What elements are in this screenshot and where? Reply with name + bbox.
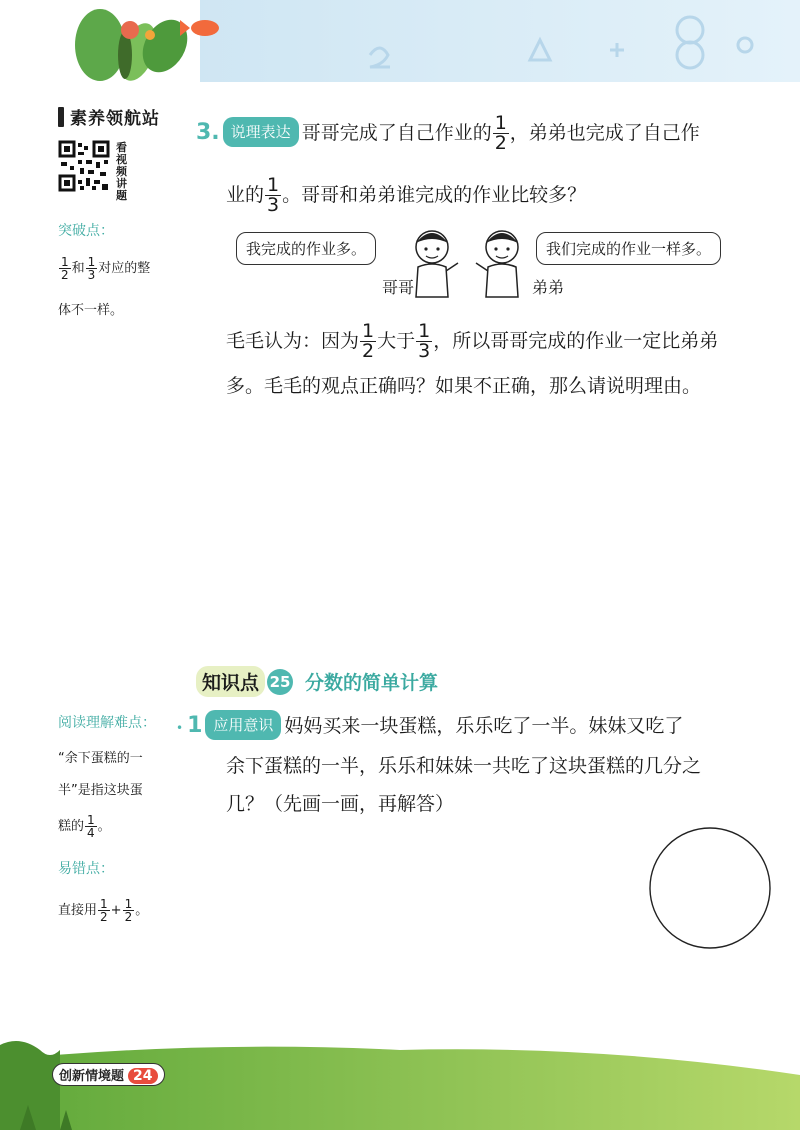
fraction-half: $\frac{1}{2}$ (100, 897, 108, 924)
breakthrough-label: 突破点： (58, 223, 114, 239)
younger-brother-icon (476, 231, 518, 297)
fraction-third: $\frac{1}{3}$ (418, 320, 431, 362)
question-1-tag: 应用意识 (205, 710, 281, 740)
speech-bubble-younger-brother: 我们完成的作业一样多。 (536, 232, 721, 265)
cake-circle-drawing-area[interactable] (648, 826, 772, 950)
knowledge-point-header (196, 666, 438, 697)
page-number: 24 (128, 1068, 157, 1084)
fraction-half: $\frac{1}{2}$ (494, 112, 507, 154)
question-3-line-4: 多。毛毛的观点正确吗？如果不正确，那么请说明理由。 (226, 375, 702, 397)
footer-badge (52, 1063, 165, 1086)
error-prone-text: 直接用 $\frac{1}{2}$ + $\frac{1}{2}$ 。 (58, 897, 149, 924)
fraction-third: $\frac{1}{3}$ (267, 174, 280, 216)
question-3-line-1: 3. 说理表达 哥哥完成了自己作业的 $\frac{1}{2}$ ，弟弟也完成了自己作 (196, 112, 700, 154)
question-3-number: 3. (196, 120, 220, 145)
qr-caption: 看视频讲题 (116, 141, 127, 202)
reading-difficulty-label: 阅读理解难点： (58, 715, 156, 731)
fraction-half: $\frac{1}{2}$ (362, 320, 375, 362)
qr-code-icon[interactable] (58, 140, 110, 192)
header-banner (0, 0, 800, 82)
fraction-half: $\frac{1}{2}$ (61, 255, 69, 282)
question-1-line-2: 余下蛋糕的一半，乐乐和妹妹一共吃了这块蛋糕的几分之 (226, 755, 702, 777)
breakthrough-text: $\frac{1}{2}$ 和 $\frac{1}{3}$ 对应的整 (61, 255, 151, 282)
sidebar-title-marker (58, 107, 64, 127)
sidebar-title-text: 素养领航站 (70, 109, 160, 129)
speech-bubble-brother: 我完成的作业多。 (236, 232, 376, 265)
fraction-quarter: $\frac{1}{4}$ (87, 813, 95, 840)
sidebar-title (58, 104, 160, 129)
question-1-line-1: • 1 应用意识 妈妈买来一块蛋糕，乐乐吃了一半。妹妹又吃了 (176, 710, 683, 742)
fraction-half: $\frac{1}{2}$ (124, 897, 133, 924)
label-older-brother: 哥哥 (382, 278, 415, 297)
reading-line-2: 半”是指这块蛋 (58, 783, 143, 798)
question-3-tag: 说理表达 (223, 117, 299, 147)
boys-illustration (404, 225, 534, 305)
breakthrough-text-line2: 体不一样。 (58, 303, 124, 318)
question-1-line-3: 几？（先画一画，再解答） (226, 793, 455, 815)
knowledge-point-number: 25 (267, 669, 293, 695)
question-1-number: 1 (187, 713, 203, 738)
footer-badge-text: 创新情境题 (59, 1069, 125, 1084)
fraction-third: $\frac{1}{3}$ (87, 255, 96, 282)
knowledge-point-name: 分数的简单计算 (305, 672, 439, 694)
reading-line-3: 糕的 $\frac{1}{4}$ 。 (58, 813, 111, 840)
reading-line-1: “余下蛋糕的一 (58, 751, 143, 766)
question-3-line-2: 业的 $\frac{1}{3}$ 。哥哥和弟弟谁完成的作业比较多？ (226, 174, 587, 216)
knowledge-point-label: 知识点 (196, 666, 265, 697)
question-3-line-3: 毛毛认为：因为 $\frac{1}{2}$ 大于 $\frac{1}{3}$ ，所以哥哥完成的作业一定比弟弟 (226, 320, 719, 362)
error-prone-label: 易错点： (58, 861, 114, 877)
label-younger-brother: 弟弟 (532, 278, 565, 297)
older-brother-icon (416, 231, 458, 297)
